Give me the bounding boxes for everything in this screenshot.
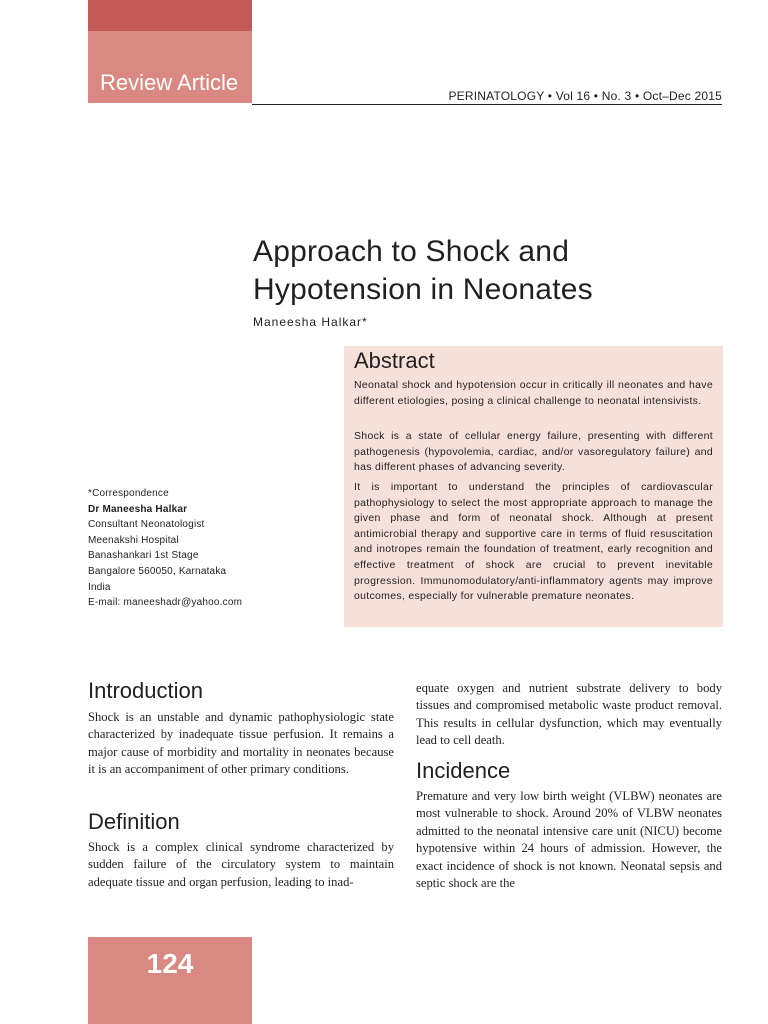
correspondence-country: India: [88, 581, 111, 593]
correspondence-hospital: Meenakshi Hospital: [88, 534, 179, 546]
introduction-text: Shock is an unstable and dynamic pathophysiologic state characterized by inadequate tissue perfusion. It remains a major cause of morbidity and mortality in neonates because it is an accompaniment of other primary conditions.: [88, 710, 394, 777]
correspondence-address2: Bangalore 560050, Karnataka: [88, 565, 227, 577]
abstract-paragraph-1: Neonatal shock and hypotension occur in critically ill neonates and have different etiologies, posing a clinical challenge to neonatal intensivists.: [354, 379, 713, 407]
correspondence-address1: Banashankari 1st Stage: [88, 550, 199, 562]
definition-text: Shock is a complex clinical syndrome characterized by sudden failure of the circulatory system to maintain adequate tissue and organ perfusion, leading to inad-: [88, 840, 394, 889]
article-title: [253, 233, 693, 309]
section-tab-top: [88, 0, 252, 31]
abstract-heading: Abstract: [354, 348, 435, 373]
section-tab-label: Review Article: [100, 70, 239, 95]
page-number: 124: [146, 948, 194, 979]
journal-citation: PERINATOLOGY • Vol 16 • No. 3 • Oct–Dec 2015: [448, 89, 722, 103]
incidence-heading: Incidence: [416, 758, 511, 783]
article-title-line2: Hypotension in Neonates: [253, 273, 593, 306]
header-divider: [252, 104, 722, 105]
abstract-paragraph-2: Shock is a state of cellular energy failure, presenting with different pathogenesis (hypovolemia, cardiac, and/or vasoregulatory failure) and has different phases of advancing severity.: [354, 430, 713, 474]
article-title-line1: Approach to Shock and: [253, 235, 570, 268]
correspondence-label: *Correspondence: [88, 488, 169, 499]
author-name: Maneesha Halkar*: [253, 315, 368, 329]
correspondence-name: Dr Maneesha Halkar: [88, 503, 188, 515]
correspondence-email: E-mail: maneeshadr@yahoo.com: [88, 597, 243, 609]
definition-heading: Definition: [88, 809, 180, 834]
definition-continued-text: equate oxygen and nutrient substrate delivery to body tissues and compromised metabolic waste product removal. This results in cellular dysfunction, which may eventually lead to cell death.: [416, 681, 722, 748]
introduction-heading: Introduction: [88, 678, 203, 703]
incidence-text: Premature and very low birth weight (VLBW) neonates are most vulnerable to shock. Around 20% of VLBW neonates admitted to the neonatal intensive care unit (NICU) become hypotensive within 24 hours of admission. However, the exact incidence of shock is not known. Neonatal sepsis and septic shock are the: [416, 789, 722, 891]
abstract-paragraph-3: It is important to understand the principles of cardiovascular pathophysiology to select the most appropriate approach to manage the given phase and form of neonatal shock. Although at present antimicrobial therapy and supportive care in terms of fluid resuscitation and inotropes remain the foundation of treatment, early recognition and effective treatment of shock are crucial to prevent inevitable progression. Immunomodulatory/anti-inflammatory agents may improve outcomes, especially for vulnerable premature neonates.: [354, 481, 713, 603]
correspondence-title: Consultant Neonatologist: [88, 519, 205, 531]
correspondence-block: [88, 486, 288, 611]
